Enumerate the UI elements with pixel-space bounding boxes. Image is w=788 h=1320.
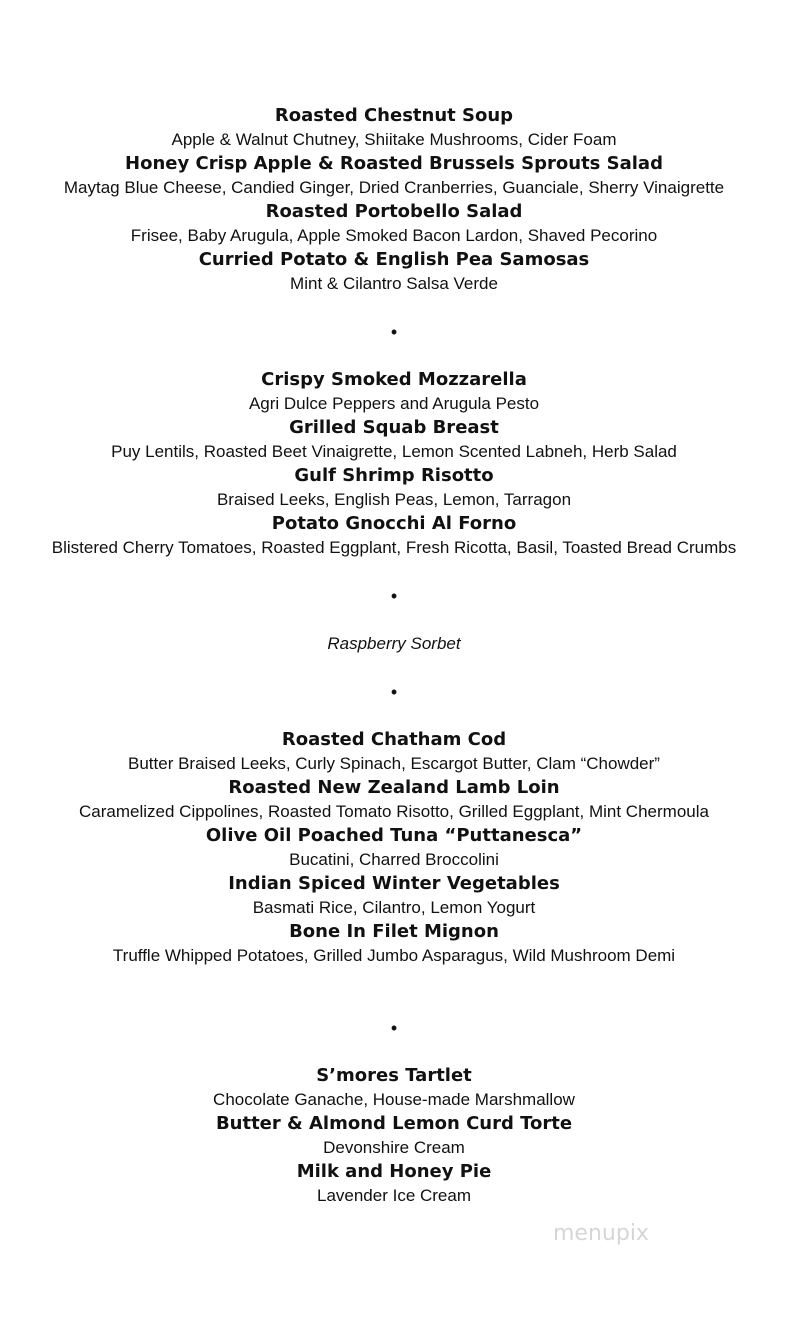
dish-description: Blistered Cherry Tomatoes, Roasted Eggplant, Fresh Ricotta, Basil, Toasted Bread Crumbs bbox=[51, 538, 737, 557]
menupix-watermark: menupix bbox=[553, 1221, 649, 1246]
menu-section-first-course bbox=[0, 104, 788, 296]
dish-name: Olive Oil Poached Tuna “Puttanesca” bbox=[205, 825, 583, 846]
menu-item bbox=[0, 152, 788, 200]
dish-description: Lavender Ice Cream bbox=[316, 1186, 472, 1205]
dish-name: S’mores Tartlet bbox=[316, 1065, 472, 1086]
course-separator: • bbox=[390, 586, 398, 606]
dish-name: Curried Potato & English Pea Samosas bbox=[198, 249, 590, 270]
dish-name: Bone In Filet Mignon bbox=[289, 921, 499, 942]
menu-item bbox=[0, 1112, 788, 1160]
dish-description: Braised Leeks, English Peas, Lemon, Tarragon bbox=[216, 490, 572, 509]
dish-description: Apple & Walnut Chutney, Shiitake Mushrooms, Cider Foam bbox=[171, 130, 617, 149]
dish-description: Agri Dulce Peppers and Arugula Pesto bbox=[248, 394, 540, 413]
menu-item bbox=[0, 416, 788, 464]
course-separator: • bbox=[390, 322, 398, 342]
menu-item bbox=[0, 512, 788, 560]
menu-item bbox=[0, 1064, 788, 1112]
dish-description: Mint & Cilantro Salsa Verde bbox=[290, 274, 498, 293]
dish-description: Bucatini, Charred Broccolini bbox=[289, 850, 499, 869]
dish-description: Chocolate Ganache, House-made Marshmallow bbox=[213, 1090, 575, 1109]
menu-item bbox=[0, 1160, 788, 1208]
menu-item bbox=[0, 104, 788, 152]
course-separator: • bbox=[390, 1018, 398, 1038]
dish-name: Milk and Honey Pie bbox=[296, 1161, 492, 1182]
dish-name: Roasted Portobello Salad bbox=[265, 201, 523, 222]
dish-description: Basmati Rice, Cilantro, Lemon Yogurt bbox=[252, 898, 536, 917]
menu-item bbox=[0, 872, 788, 920]
menu-section-second-course bbox=[0, 368, 788, 560]
intermezzo: Raspberry Sorbet bbox=[327, 634, 461, 653]
menu-item bbox=[0, 248, 788, 296]
dish-description: Puy Lentils, Roasted Beet Vinaigrette, Lemon Scented Labneh, Herb Salad bbox=[111, 442, 677, 461]
dish-name: Roasted New Zealand Lamb Loin bbox=[228, 777, 560, 798]
dish-description: Butter Braised Leeks, Curly Spinach, Escargot Butter, Clam “Chowder” bbox=[128, 754, 660, 773]
dish-name: Butter & Almond Lemon Curd Torte bbox=[215, 1113, 573, 1134]
menu-item bbox=[0, 824, 788, 872]
menu-section-dessert bbox=[0, 1064, 788, 1208]
menu-item bbox=[0, 728, 788, 776]
dish-description: Truffle Whipped Potatoes, Grilled Jumbo Asparagus, Wild Mushroom Demi bbox=[112, 946, 676, 965]
menu-item bbox=[0, 368, 788, 416]
dish-description: Maytag Blue Cheese, Candied Ginger, Dried Cranberries, Guanciale, Sherry Vinaigrette bbox=[63, 178, 725, 197]
dish-name: Grilled Squab Breast bbox=[289, 417, 499, 438]
menu-section-main-course bbox=[0, 728, 788, 968]
dish-description: Devonshire Cream bbox=[323, 1138, 465, 1157]
course-separator: • bbox=[390, 682, 398, 702]
dish-description: Frisee, Baby Arugula, Apple Smoked Bacon Lardon, Shaved Pecorino bbox=[130, 226, 658, 245]
dish-name: Crispy Smoked Mozzarella bbox=[261, 369, 527, 390]
menu-item bbox=[0, 200, 788, 248]
dish-name: Roasted Chatham Cod bbox=[281, 729, 507, 750]
dish-description: Caramelized Cippolines, Roasted Tomato Risotto, Grilled Eggplant, Mint Chermoula bbox=[79, 802, 709, 821]
dish-name: Roasted Chestnut Soup bbox=[274, 105, 514, 126]
menu-item bbox=[0, 920, 788, 968]
dish-name: Gulf Shrimp Risotto bbox=[294, 465, 494, 486]
dish-name: Honey Crisp Apple & Roasted Brussels Sprouts Salad bbox=[125, 153, 663, 174]
menu-item bbox=[0, 464, 788, 512]
dish-name: Potato Gnocchi Al Forno bbox=[271, 513, 517, 534]
menu-item bbox=[0, 776, 788, 824]
menu-page bbox=[0, 104, 788, 1208]
dish-name: Indian Spiced Winter Vegetables bbox=[228, 873, 560, 894]
